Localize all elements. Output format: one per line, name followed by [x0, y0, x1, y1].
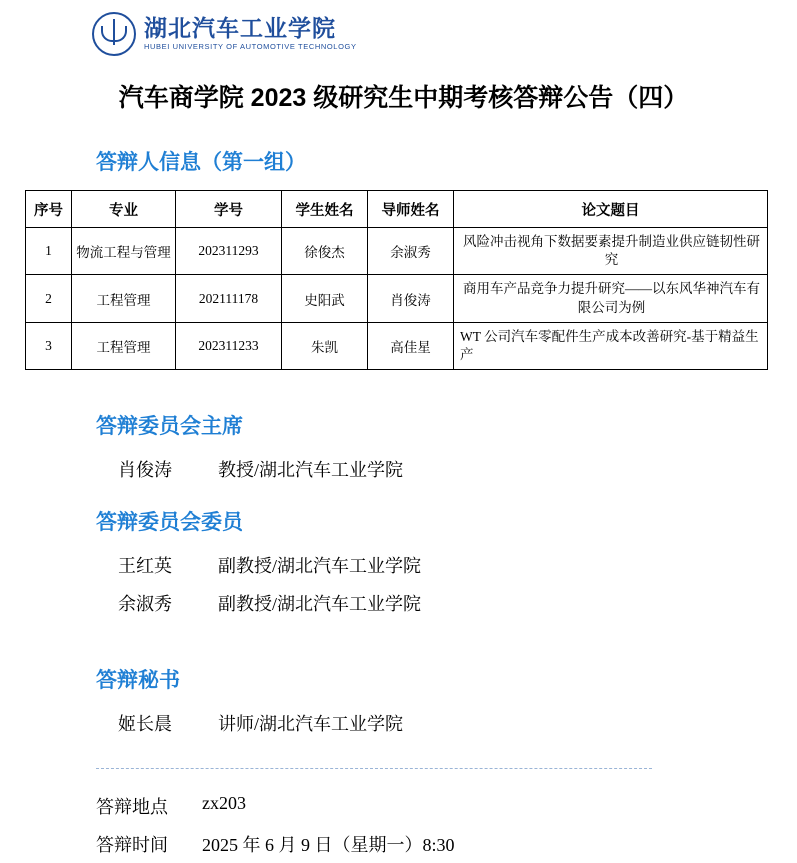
cell-no: 3 [26, 322, 72, 369]
chair-list [96, 450, 797, 488]
defense-details [0, 787, 797, 863]
cell-thesis: 风险冲击视角下数据要素提升制造业供应链韧性研究 [454, 228, 768, 275]
logo-chinese-name: 湖北汽车工业学院 [144, 15, 336, 41]
cell-student-name: 史阳武 [282, 275, 368, 322]
secretary-list [96, 704, 797, 742]
section-divider [96, 768, 652, 769]
members-heading: 答辩委员会委员 [96, 511, 243, 535]
respondents-heading: 答辩人信息（第一组） [96, 151, 306, 174]
person-role: 讲师/湖北汽车工业学院 [218, 714, 403, 735]
person-name: 姬长晨 [118, 714, 172, 735]
defense-place-value: zx203 [202, 793, 246, 814]
cell-student-id: 202311233 [176, 322, 282, 369]
list-item [96, 546, 797, 584]
person-role: 副教授/湖北汽车工业学院 [218, 556, 421, 577]
table-row [26, 228, 768, 275]
person-role: 副教授/湖北汽车工业学院 [218, 594, 421, 615]
logo-text-block [144, 17, 357, 51]
person-name: 肖俊涛 [118, 460, 172, 481]
cell-student-name: 徐俊杰 [282, 228, 368, 275]
members-section [0, 506, 797, 622]
column-header-major: 专业 [72, 191, 176, 228]
members-list [96, 546, 797, 622]
logo-english-name: HUBEI UNIVERSITY OF AUTOMOTIVE TECHNOLOGY [144, 42, 357, 52]
defense-time-label: 答辩时间 [96, 835, 168, 856]
cell-supervisor: 肖俊涛 [368, 275, 454, 322]
page-title: 汽车商学院 2023 级研究生中期考核答辩公告（四） [118, 84, 689, 112]
cell-major: 工程管理 [72, 275, 176, 322]
cell-no: 2 [26, 275, 72, 322]
defense-time-row [96, 825, 797, 863]
table-header-row [26, 191, 768, 228]
list-item [96, 704, 797, 742]
respondents-table [25, 190, 768, 370]
chair-heading: 答辩委员会主席 [96, 415, 243, 439]
column-header-thesis: 论文题目 [454, 191, 768, 228]
cell-student-id: 202311293 [176, 228, 282, 275]
secretary-section [0, 664, 797, 742]
cell-student-name: 朱凯 [282, 322, 368, 369]
cell-supervisor: 余淑秀 [368, 228, 454, 275]
table-row [26, 275, 768, 322]
list-item [96, 584, 797, 622]
table-row [26, 322, 768, 369]
defense-time-value: 2025 年 6 月 9 日（星期一）8:30 [202, 835, 455, 856]
university-crest-icon [92, 12, 136, 56]
column-header-supervisor: 导师姓名 [368, 191, 454, 228]
university-logo [0, 0, 797, 56]
secretary-heading: 答辩秘书 [96, 669, 180, 693]
respondents-section-header [0, 146, 797, 176]
person-role: 教授/湖北汽车工业学院 [218, 460, 403, 481]
list-item [96, 450, 797, 488]
cell-thesis: WT 公司汽车零配件生产成本改善研究-基于精益生产 [454, 322, 768, 369]
person-name: 余淑秀 [118, 594, 172, 615]
cell-thesis: 商用车产品竞争力提升研究——以东风华神汽车有限公司为例 [454, 275, 768, 322]
cell-student-id: 202111178 [176, 275, 282, 322]
column-header-student-id: 学号 [176, 191, 282, 228]
column-header-no: 序号 [26, 191, 72, 228]
column-header-student-name: 学生姓名 [282, 191, 368, 228]
cell-major: 物流工程与管理 [72, 228, 176, 275]
person-name: 王红英 [118, 556, 172, 577]
cell-no: 1 [26, 228, 72, 275]
defense-place-label: 答辩地点 [96, 797, 168, 818]
cell-supervisor: 高佳星 [368, 322, 454, 369]
chair-section [0, 410, 797, 488]
defense-place-row [96, 787, 797, 825]
cell-major: 工程管理 [72, 322, 176, 369]
